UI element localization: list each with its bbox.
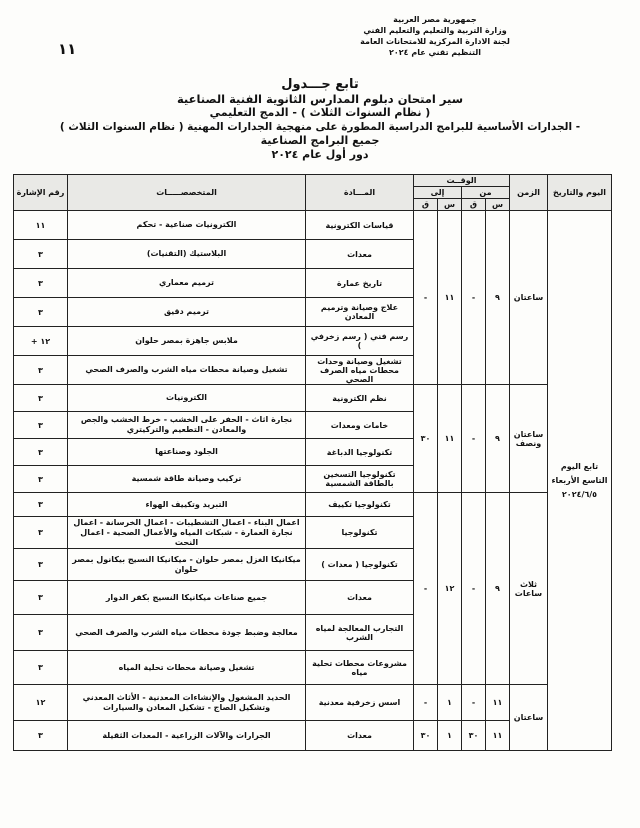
header-from-hour: س xyxy=(486,199,510,211)
title-system: ( نظام السنوات الثلاث ) - الدمج التعليمي xyxy=(209,106,431,119)
specialties-cell: الجلود وصناعتها xyxy=(68,439,306,466)
specialties-cell: تشغيل وصيانة محطات مياه الشرب والصرف الصحي xyxy=(68,356,306,385)
header-day: اليوم والتاريخ xyxy=(548,175,612,211)
duration-cell: ثلاث ساعات xyxy=(510,493,548,685)
title-exam: سير امتحان دبلوم المدارس الثانوية الفنية الصناعية xyxy=(176,92,464,106)
subject-cell: مشروعات محطات تحلية مياه xyxy=(306,651,414,685)
specialties-cell: البلاستيك (التقنيات) xyxy=(68,240,306,269)
specialties-cell: تركيب وصيانة طاقة شمسية xyxy=(68,466,306,493)
subject-cell: تاريخ عمارة xyxy=(306,269,414,298)
from-hour: ٩ xyxy=(486,211,510,385)
from-hour: ٩ xyxy=(486,385,510,493)
code-cell: ٣ xyxy=(14,651,68,685)
header-from-minute: ق xyxy=(462,199,486,211)
duration-cell: ساعتان xyxy=(510,685,548,751)
code-cell: ١٢ xyxy=(14,685,68,721)
header-specialties: المتخصصـــــات xyxy=(68,175,306,211)
duration-cell: ساعتان ونصف xyxy=(510,385,548,493)
to-hour: ١١ xyxy=(438,385,462,493)
specialties-cell: جميع صناعات ميكانيكا النسيج بكفر الدوار xyxy=(68,581,306,615)
to-hour: ١ xyxy=(438,685,462,721)
header-duration: الزمن xyxy=(510,175,548,211)
specialties-cell: اعمال البناء - اعمال التشطيبات - اعمال الخرسانة - اعمال نجارة العمارة - شبكات المياه والأعمال الصحية - اعمال النحت xyxy=(68,517,306,549)
document-titles xyxy=(40,78,600,162)
subject-cell: تكنولوجيا الدباغة xyxy=(306,439,414,466)
specialties-cell: الكترونيات صناعية - تحكم xyxy=(68,211,306,240)
ministry-header xyxy=(350,14,520,58)
subject-cell: تكنولوجيا ( معدات ) xyxy=(306,549,414,581)
title-programs: جميع البرامج الصناعية xyxy=(260,134,380,147)
subject-cell: اسس زخرفية معدنية xyxy=(306,685,414,721)
subject-cell: تشغيل وصيانة وحدات محطات مياه الصرف الصحي xyxy=(306,356,414,385)
title-competencies: - الجدارات الأساسية للبرامج الدراسية المطورة على منهجية الجدارات المهنية ( نظام السنوات الثلاث ) xyxy=(59,121,581,133)
subject-cell: تكنولوجيا تكييف xyxy=(306,493,414,517)
to-hour: ١٢ xyxy=(438,493,462,685)
from-hour: ٩ xyxy=(486,493,510,685)
code-cell: ١١ xyxy=(14,211,68,240)
specialties-cell: الكترونيات xyxy=(68,385,306,412)
from-minute: ٣٠ xyxy=(462,721,486,751)
subject-cell: رسم فني ( رسم زخرفي ) xyxy=(306,327,414,356)
from-minute: - xyxy=(462,385,486,493)
specialties-cell: ترميم معماري xyxy=(68,269,306,298)
from-minute: - xyxy=(462,211,486,385)
header-time: الوقــت xyxy=(414,175,510,187)
specialties-cell: معالجة وضبط جودة محطات مياه الشرب والصرف الصحي xyxy=(68,615,306,651)
specialties-cell: نجارة اثاث - الحفر على الخشب - خرط الخشب والجص والمعادن - التطعيم والتركيتري xyxy=(68,412,306,439)
duration-cell: ساعتان xyxy=(510,211,548,385)
specialties-cell: تشغيل وصيانة محطات تحلية المياه xyxy=(68,651,306,685)
code-cell: ٣ xyxy=(14,549,68,581)
subject-cell: خامات ومعدات xyxy=(306,412,414,439)
to-minute: ٣٠ xyxy=(414,385,438,493)
from-hour: ١١ xyxy=(486,721,510,751)
header-to: إلى xyxy=(414,187,462,199)
code-cell: ٣ xyxy=(14,439,68,466)
subject-cell: تكنولوجيا xyxy=(306,517,414,549)
specialties-cell: التبريد وتكييف الهواء xyxy=(68,493,306,517)
specialties-cell: الجرارات والآلات الزراعية - المعدات الثقيلة xyxy=(68,721,306,751)
code-cell: ٣ xyxy=(14,385,68,412)
subject-cell: تكنولوجيا التسخين بالطاقة الشمسية xyxy=(306,466,414,493)
subject-cell: التجارب المعالجة لمياه الشرب xyxy=(306,615,414,651)
from-minute: - xyxy=(462,685,486,721)
code-cell: ٣ xyxy=(14,581,68,615)
page-number: ١١ xyxy=(58,40,77,58)
day-cell: تابع اليوم التاسع الأربعاء ٢٠٢٤/٦/٥ xyxy=(548,211,612,751)
subject-cell: معدات xyxy=(306,581,414,615)
title-continued: تابع جـــدول xyxy=(281,77,359,92)
subject-cell: معدات xyxy=(306,721,414,751)
code-cell: ١٢ + xyxy=(14,327,68,356)
to-minute: - xyxy=(414,211,438,385)
code-cell: ٣ xyxy=(14,269,68,298)
code-cell: ٣ xyxy=(14,356,68,385)
code-cell: ٣ xyxy=(14,615,68,651)
ministry-line: وزارة التربية والتعليم والتعليم الفني xyxy=(363,26,507,35)
header-subject: المـــادة xyxy=(306,175,414,211)
code-cell: ٣ xyxy=(14,412,68,439)
header-to-hour: س xyxy=(438,199,462,211)
code-cell: ٣ xyxy=(14,466,68,493)
code-cell: ٣ xyxy=(14,298,68,327)
to-minute: ٣٠ xyxy=(414,721,438,751)
title-session: دور أول عام ٢٠٢٤ xyxy=(271,148,369,161)
code-cell: ٣ xyxy=(14,493,68,517)
header-code: رقم الإشارة xyxy=(14,175,68,211)
to-minute: - xyxy=(414,493,438,685)
header-to-minute: ق xyxy=(414,199,438,211)
ministry-line: التنظيم تقني عام ٢٠٢٤ xyxy=(389,48,481,57)
ministry-line: جمهورية مصر العربية xyxy=(393,15,477,24)
specialties-cell: ترميم دقيق xyxy=(68,298,306,327)
from-hour: ١١ xyxy=(486,685,510,721)
header-from: من xyxy=(462,187,510,199)
to-minute: - xyxy=(414,685,438,721)
code-cell: ٣ xyxy=(14,721,68,751)
code-cell: ٣ xyxy=(14,240,68,269)
subject-cell: نظم الكترونية xyxy=(306,385,414,412)
subject-cell: معدات xyxy=(306,240,414,269)
to-hour: ١ xyxy=(438,721,462,751)
subject-cell: قياسات الكترونية xyxy=(306,211,414,240)
to-hour: ١١ xyxy=(438,211,462,385)
exam-schedule-table xyxy=(13,174,612,751)
ministry-line: لجنة الادارة المركزية للامتحانات العامة xyxy=(360,37,510,46)
specialties-cell: ملابس جاهزة بمصر حلوان xyxy=(68,327,306,356)
subject-cell: علاج وصيانة وترميم المعادن xyxy=(306,298,414,327)
from-minute: - xyxy=(462,493,486,685)
specialties-cell: الحديد المشغول والإنشاءات المعدنية - الأثاث المعدني وتشكيل الصاج - تشكيل المعادن والسيارات xyxy=(68,685,306,721)
specialties-cell: ميكانيكا الغزل بمصر حلوان - ميكانيكا النسيج بيكانول بمصر حلوان xyxy=(68,549,306,581)
code-cell: ٣ xyxy=(14,517,68,549)
